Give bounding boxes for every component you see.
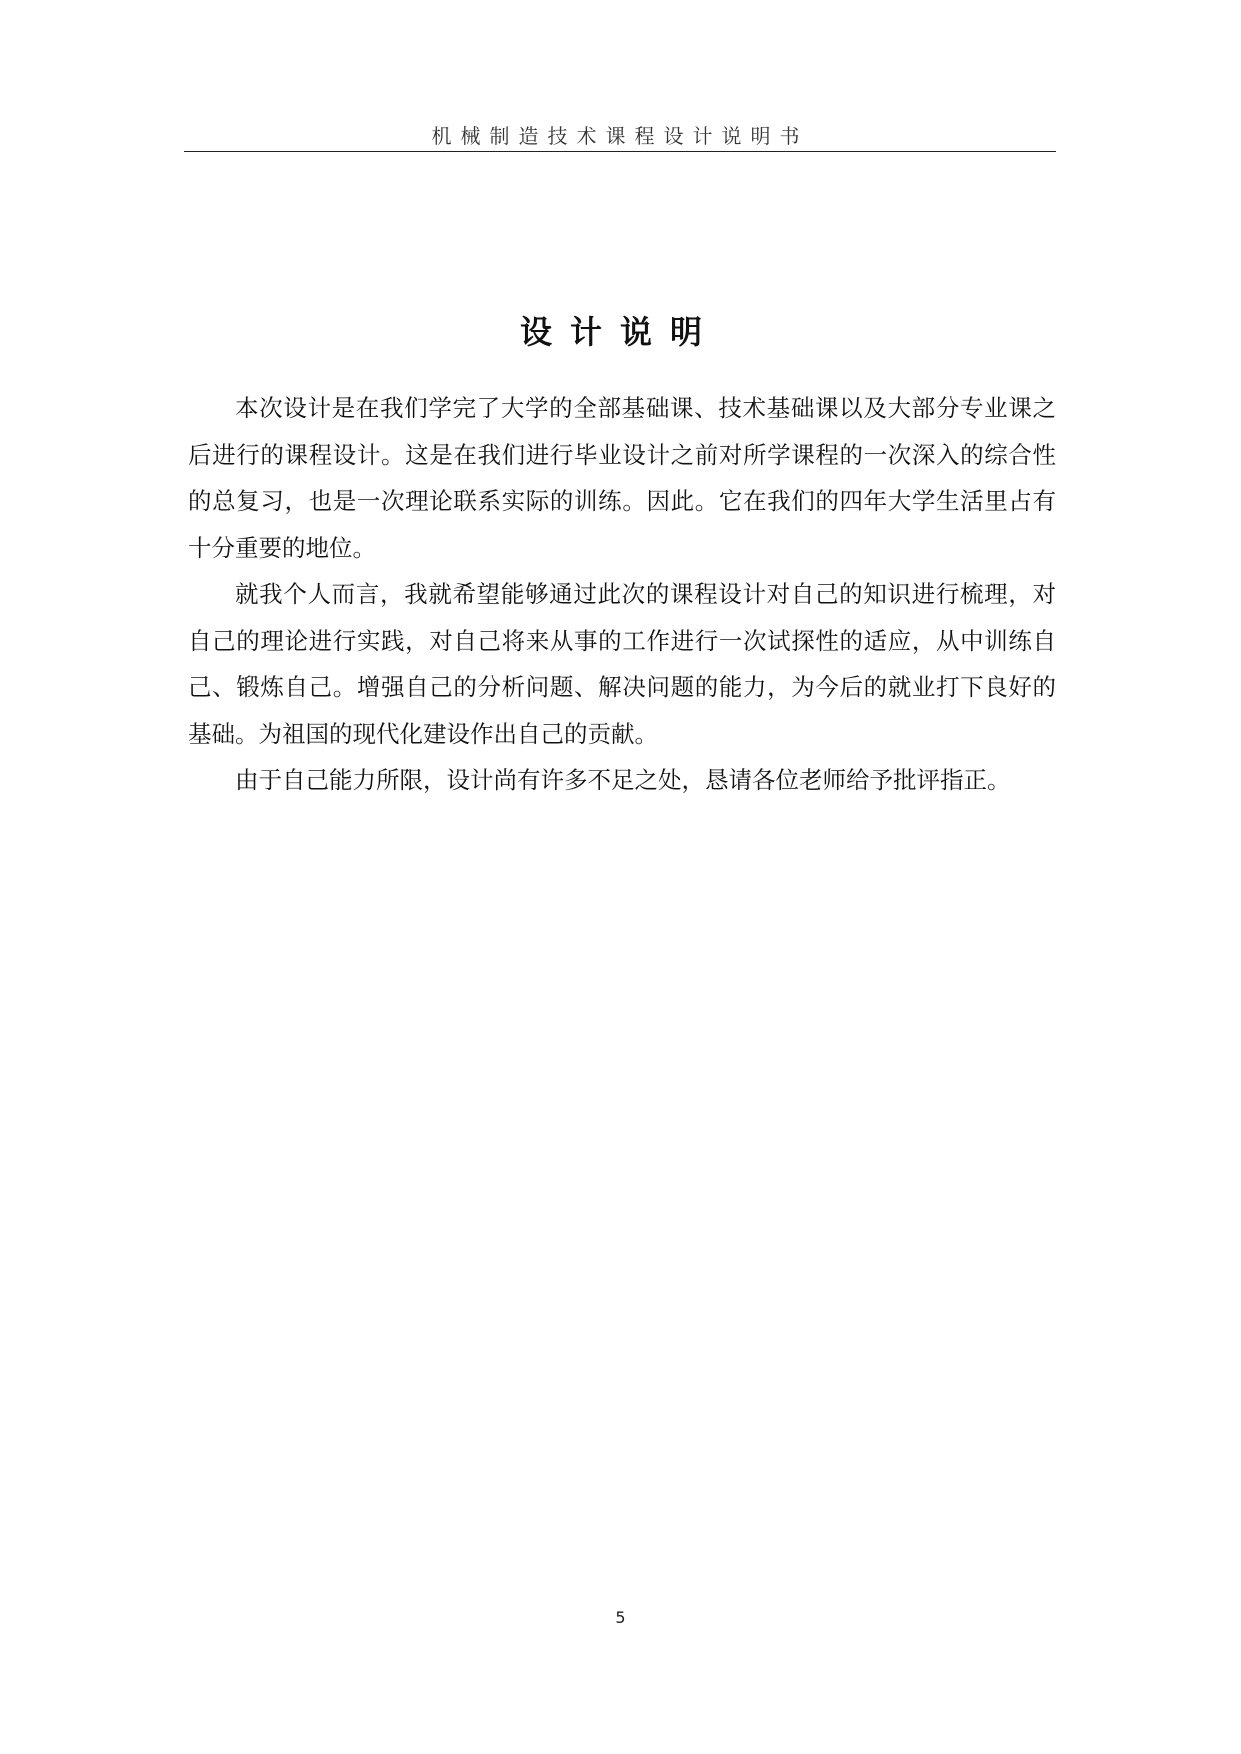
page-number: 5 <box>615 1608 626 1627</box>
running-header: 机械制造技术课程设计说明书 <box>431 124 809 148</box>
paragraph-2: 就我个人而言，我就希望能够通过此次的课程设计对自己的知识进行梳理，对自己的理论进行实践，对自己将来从事的工作进行一次试探性的适应，从中训练自己、锻炼自己。增强自己的分析问题、解决问题的能力，为今后的就业打下良好的基础。为祖国的现代化建设作出自己的贡献。 <box>188 580 1056 748</box>
body-text <box>188 385 1056 804</box>
paragraph-1: 本次设计是在我们学完了大学的全部基础课、技术基础课以及大部分专业课之后进行的课程设计。这是在我们进行毕业设计之前对所学课程的一次深入的综合性的总复习，也是一次理论联系实际的训练。因此。它在我们的四年大学生活里占有十分重要的地位。 <box>188 394 1056 562</box>
paragraph-3: 由于自己能力所限，设计尚有许多不足之处，恳请各位老师给予批评指正。 <box>235 766 1011 794</box>
header-divider <box>184 151 1056 152</box>
page-title: 设计说明 <box>519 313 720 351</box>
